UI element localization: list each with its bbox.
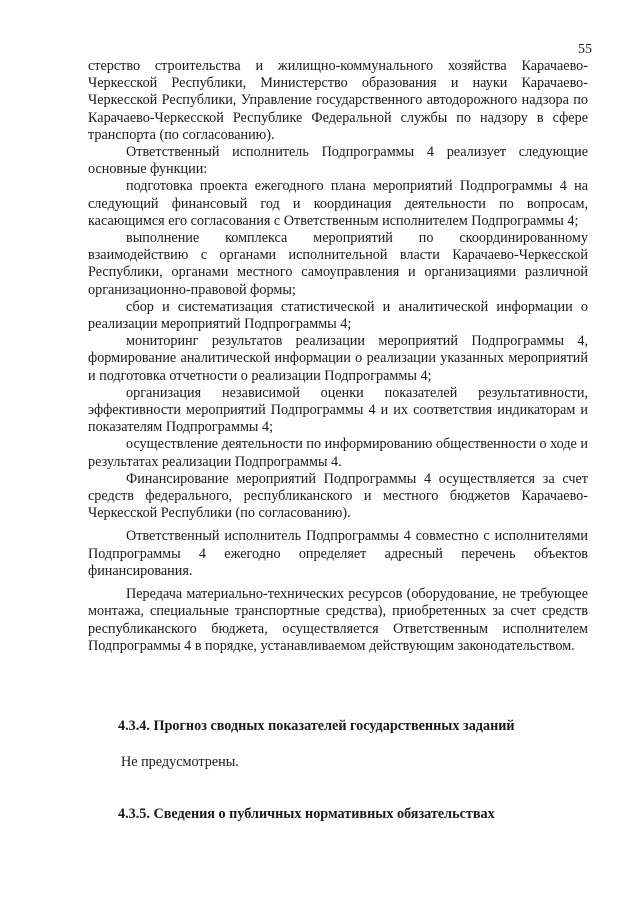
section-note-434: Не предусмотрены. <box>121 754 239 770</box>
paragraph: мониторинг результатов реализации мероприятий Подпрограммы 4, формирование аналитической информации о реализации указанных мероприятий и подготовка отчетности о реализации Подпрограммы 4; <box>88 333 588 384</box>
paragraph: организация независимой оценки показателей результативности, эффективности мероприятий Подпрограммы 4 и их соответствия индикаторам и показателям Подпрограммы 4; <box>88 384 588 436</box>
section-heading-434: 4.3.4. Прогноз сводных показателей государственных заданий <box>118 718 515 734</box>
paragraph: выполнение комплекса мероприятий по скоординированному взаимодействию с органами исполнительной власти Карачаево-Черкесской Республики, органами местного самоуправления и организациями различной организационно-правовой формы; <box>88 230 588 298</box>
section-heading-435: 4.3.5. Сведения о публичных нормативных обязательствах <box>118 806 495 822</box>
paragraph: сбор и систематизация статистической и аналитической информации о реализации мероприятий Подпрограммы 4; <box>88 298 588 333</box>
paragraph: Финансирование мероприятий Подпрограммы 4 осуществляется за счет средств федерального, республиканского и местного бюджетов Карачаево-Черкесской Республики (по согласованию). <box>88 470 588 522</box>
page-number: 55 <box>578 42 592 57</box>
paragraph: осуществление деятельности по информированию общественности о ходе и результатах реализации Подпрограммы 4. <box>88 436 588 470</box>
paragraph: стерство строительства и жилищно-коммунального хозяйства Карачаево-Черкесской Республики, Министерство образования и науки Карачаево-Черкесской Республики, Управление государственного автодорожного надзора по Карачаево-Черкесской Республике Федеральной службы по надзору в сфере транспорта (по согласованию). <box>88 58 588 143</box>
paragraph: подготовка проекта ежегодного плана мероприятий Подпрограммы 4 на следующий финансовый год и координация деятельности по вопросам, касающимся его согласования с Ответственным исполнителем Подпрограммы 4; <box>88 178 588 229</box>
paragraph: Ответственный исполнитель Подпрограммы 4 реализует следующие основные функции: <box>88 144 588 178</box>
body-text <box>88 58 588 655</box>
paragraph: Передача материально-технических ресурсов (оборудование, не требующее монтажа, специальные транспортные средства), приобретенных за счет средств республиканского бюджета, осуществляется Ответственным исполнителем Подпрограммы 4 в порядке, устанавливаемом действующим законодательством. <box>88 586 588 654</box>
paragraph: Ответственный исполнитель Подпрограммы 4 совместно с исполнителями Подпрограммы 4 ежегодно определяет адресный перечень объектов финансирования. <box>88 528 588 579</box>
